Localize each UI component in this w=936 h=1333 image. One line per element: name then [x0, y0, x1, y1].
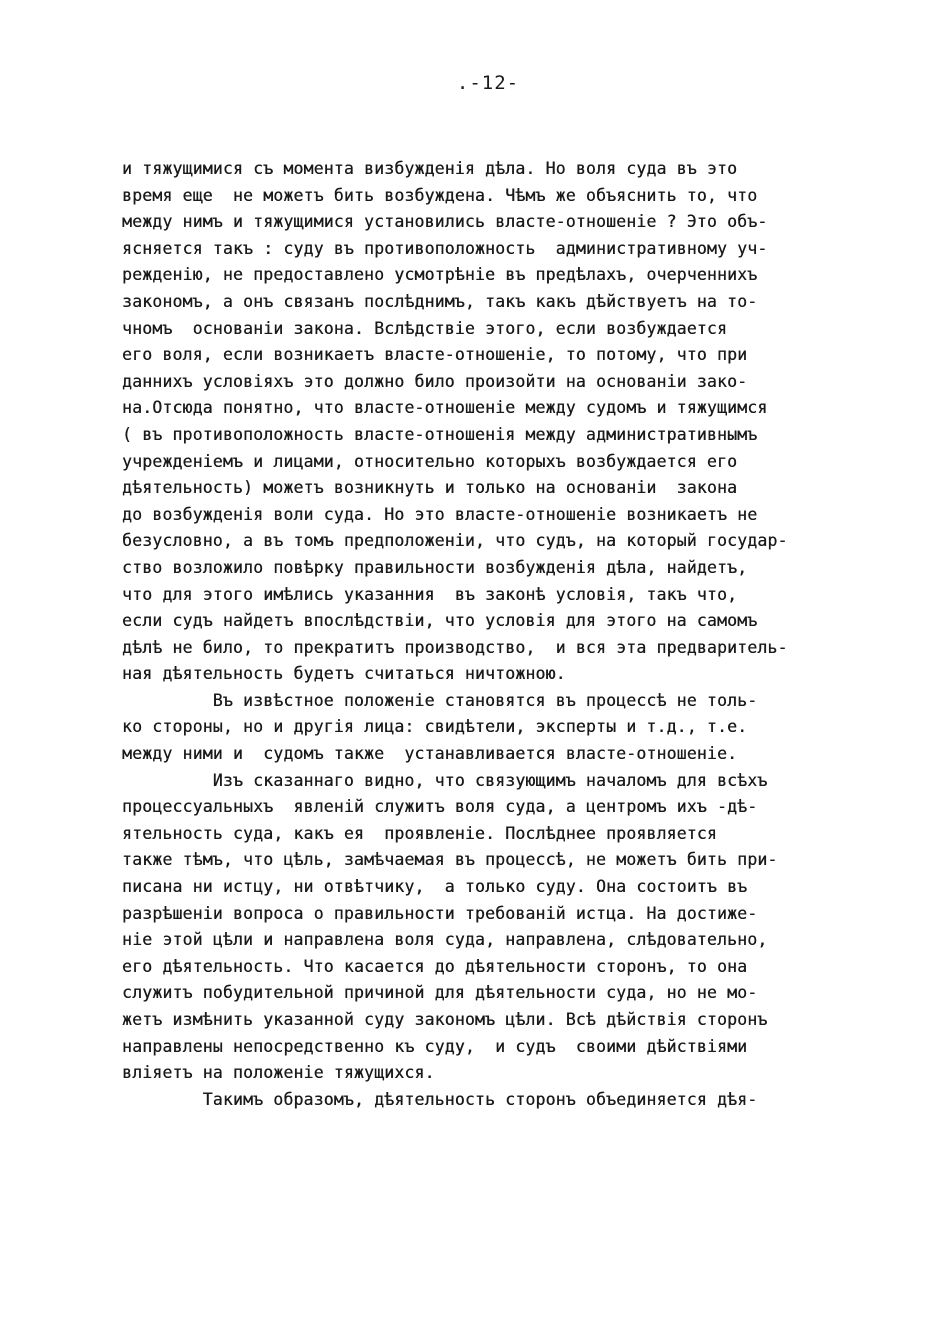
text-line: его дѣятельность. Что касается до дѣятельности сторонъ, то она	[122, 956, 748, 976]
text-line: даннихъ условіяхъ это должно било произойти на основаніи зако-	[122, 371, 748, 391]
text-line: также тѣмъ, что цѣль, замѣчаемая въ процессѣ, не можетъ бить при-	[122, 850, 778, 870]
text-line: дѣятельность) можетъ возникнуть и только на основаніи закона	[122, 478, 738, 498]
text-line: дѣлѣ не било, то прекратитъ производство, и вся эта предваритель-	[122, 637, 788, 657]
text-line: Изъ сказаннаго видно, что связующимъ началомъ для всѣхъ	[122, 770, 768, 790]
text-line: что для этого имѣлись указанния въ законѣ условія, такъ что,	[122, 584, 738, 604]
text-line: ная дѣятельность будетъ считаться ничтожною.	[122, 664, 566, 684]
text-line: и тяжущимися съ момента визбужденія дѣла. Но воля суда въ это	[122, 159, 738, 178]
text-line: режденію, не предоставлено усмотрѣніе въ предѣлахъ, очерченнихъ	[122, 265, 758, 285]
text-line: писана ни истцу, ни отвѣтчику, а только суду. Она состоитъ въ	[122, 877, 748, 897]
text-line: Такимъ образомъ, дѣятельность сторонъ объединяется дѣя-	[122, 1089, 758, 1109]
text-line: закономъ, а онъ связанъ послѣднимъ, такъ какъ дѣйствуетъ на то-	[122, 291, 758, 311]
body-text	[122, 156, 842, 1113]
text-line: Въ извѣстное положеніе становятся въ процессѣ не толь-	[122, 690, 758, 710]
page-number: .-12-	[456, 72, 520, 94]
text-line: между нимъ и тяжущимися установились власте-отношеніе ? Это объ-	[122, 212, 768, 232]
text-line: направлены непосредственно къ суду, и судъ своими дѣйствіями	[122, 1036, 748, 1056]
text-line: ятельность суда, какъ ея проявленіе. Послѣднее проявляется	[122, 823, 717, 843]
text-line: между ними и судомъ также устанавливается власте-отношеніе.	[122, 744, 738, 764]
text-line: разрѣшеніи вопроса о правильности требованій истца. На достиже-	[122, 903, 758, 923]
text-line: ясняется такъ : суду въ противоположность административному уч-	[122, 238, 768, 258]
text-line: служитъ побудительной причиной для дѣятельности суда, но не мо-	[122, 983, 758, 1003]
text-line: учрежденіемъ и лицами, относительно которыхъ возбуждается его	[122, 451, 738, 471]
text-line: процессуальныхъ явленій служитъ воля суда, а центромъ ихъ -дѣ-	[122, 797, 758, 817]
text-line: ніе этой цѣли и направлена воля суда, направлена, слѣдовательно,	[122, 930, 768, 950]
text-line: вліяетъ на положеніе тяжущихся.	[122, 1063, 435, 1083]
text-line: жетъ измѣнить указанной суду закономъ цѣли. Всѣ дѣйствія сторонъ	[122, 1010, 768, 1029]
text-line: на.Отсюда понятно, что власте-отношеніе между судомъ и тяжущимся	[122, 398, 768, 418]
text-line: ство возложило повѣрку правильности возбужденія дѣла, найдетъ,	[122, 557, 748, 577]
text-line: до возбужденія воли суда. Но это власте-отношеніе возникаетъ не	[122, 504, 758, 524]
text-line: ( въ противоположность власте-отношенія между административнымъ	[122, 424, 758, 444]
text-line: его воля, если возникаетъ власте-отношеніе, то потому, что при	[122, 345, 748, 365]
text-line: безусловно, а въ томъ предположеніи, что судъ, на который государ-	[122, 531, 788, 551]
text-line: время еще не можетъ бить возбуждена. Чѣмъ же объяснить то, что	[122, 185, 758, 205]
text-line: если судъ найдетъ впослѣдствіи, что условія для этого на самомъ	[122, 611, 758, 631]
text-line: чномъ основаніи закона. Вслѣдствіе этого, если возбуждается	[122, 318, 728, 338]
text-line: ко стороны, но и другія лица: свидѣтели, эксперты и т.д., т.е.	[122, 717, 748, 737]
